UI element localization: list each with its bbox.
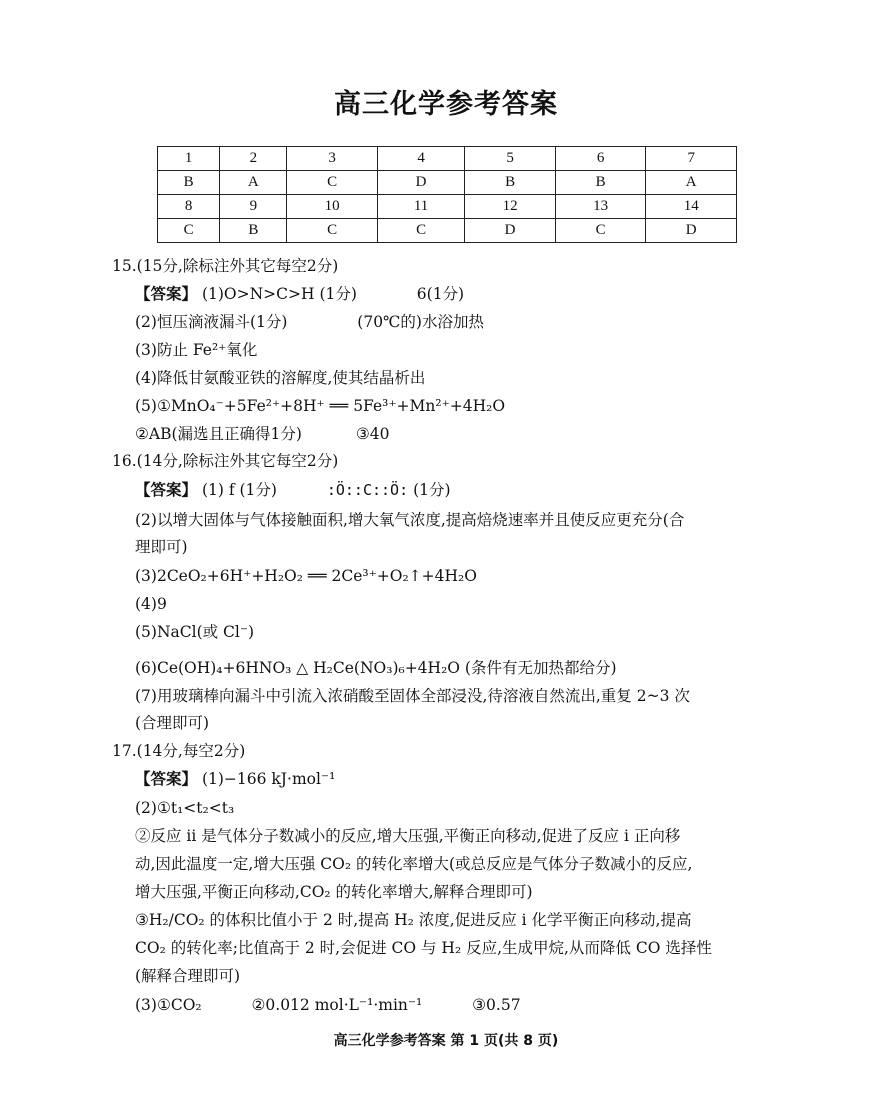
table-cell: C (158, 219, 220, 243)
table-cell: 4 (377, 147, 464, 171)
q15-line2 (135, 312, 484, 332)
q15-line6 (135, 424, 389, 444)
table-cell: C (555, 219, 646, 243)
page-title: 高三化学参考答案 (334, 89, 558, 120)
q17-l3: ②反应 ii 是气体分子数减小的反应,增大压强,平衡正向移动,促进了反应 i 正向移 (135, 827, 681, 845)
table-cell: 6 (555, 147, 646, 171)
q15-l1a: (1)O>N>C>H (1分) (201, 285, 357, 303)
q15-l2a: (2)恒压滴液漏斗(1分) (135, 313, 288, 331)
co2-lewis-structure: :Ö::C::Ö: (326, 481, 409, 499)
table-cell: 12 (465, 195, 556, 219)
q16-l1c: (1分) (413, 481, 451, 499)
q16-l5: (5)NaCl(或 Cl⁻) (135, 623, 255, 641)
answer-table (157, 146, 737, 243)
table-cell: 7 (646, 147, 737, 171)
q16-l1a: (1) f (1分) (201, 481, 277, 499)
table-row (158, 219, 737, 243)
q17-l3c: 增大压强,平衡正向移动,CO₂ 的转化率增大,解释合理即可) (135, 883, 533, 901)
table-cell: B (220, 219, 287, 243)
table-cell: 8 (158, 195, 220, 219)
table-row (158, 147, 737, 171)
table-row (158, 195, 737, 219)
q15-l6a: ②AB(漏选且正确得1分) (135, 425, 302, 443)
q16-l7b: (合理即可) (135, 714, 210, 732)
page-footer: 高三化学参考答案 第 1 页(共 8 页) (333, 1033, 559, 1049)
q15-l2b: (70℃的)水浴加热 (357, 313, 484, 331)
q15-l3: (3)防止 Fe²⁺氧化 (135, 341, 258, 359)
table-cell: C (287, 219, 378, 243)
q17-l5a: (3)①CO₂ (135, 996, 202, 1014)
table-cell: D (646, 219, 737, 243)
q17-l5c: ③0.57 (472, 996, 521, 1014)
q16-l6: (6)Ce(OH)₄+6HNO₃ △ H₂Ce(NO₃)₆+4H₂O (条件有无加热都给分) (135, 659, 617, 677)
answer-tag: 【答案】 (135, 770, 198, 788)
q15-line1 (135, 284, 464, 304)
q16-l3: (3)2CeO₂+6H⁺+H₂O₂ ══ 2Ce³⁺+O₂↑+4H₂O (135, 567, 477, 585)
table-cell: 9 (220, 195, 287, 219)
q17-l1: (1)−166 kJ·mol⁻¹ (201, 770, 336, 788)
q17-l4: ③H₂/CO₂ 的体积比值小于 2 时,提高 H₂ 浓度,促进反应 i 化学平衡正向移动,提高 (135, 911, 692, 929)
table-cell: 14 (646, 195, 737, 219)
q16-l7: (7)用玻璃棒向漏斗中引流入浓硝酸至固体全部浸没,待溶液自然流出,重复 2~3 次 (135, 687, 690, 705)
table-cell: 10 (287, 195, 378, 219)
q16-l4: (4)9 (135, 595, 167, 613)
q15-l6b: ③40 (355, 425, 390, 443)
table-row (158, 171, 737, 195)
table-cell: 2 (220, 147, 287, 171)
table-cell: 13 (555, 195, 646, 219)
answer-tag: 【答案】 (135, 481, 198, 499)
table-cell: C (377, 219, 464, 243)
q15-l5: (5)①MnO₄⁻+5Fe²⁺+8H⁺ ══ 5Fe³⁺+Mn²⁺+4H₂O (135, 397, 506, 415)
table-cell: A (646, 171, 737, 195)
table-cell: B (158, 171, 220, 195)
table-cell: 5 (465, 147, 556, 171)
q15-l4: (4)降低甘氨酸亚铁的溶解度,使其结晶析出 (135, 369, 426, 387)
q16-l2b: 理即可) (135, 538, 188, 556)
q16-l2: (2)以增大固体与气体接触面积,增大氧气浓度,提高焙烧速率并且使反应更充分(合 (135, 511, 685, 529)
q17-l5b: ②0.012 mol·L⁻¹·min⁻¹ (251, 996, 423, 1014)
table-cell: 3 (287, 147, 378, 171)
answer-tag: 【答案】 (135, 285, 198, 303)
q17-line1 (135, 769, 335, 789)
table-cell: C (287, 171, 378, 195)
q16-line1 (135, 480, 451, 500)
table-cell: D (465, 219, 556, 243)
table-cell: 1 (158, 147, 220, 171)
q17-l2: (2)①t₁<t₂<t₃ (135, 799, 235, 817)
q15-header: 15.(15分,除标注外其它每空2分) (112, 257, 339, 275)
q17-l3b: 动,因此温度一定,增大压强 CO₂ 的转化率增大(或总反应是气体分子数减小的反应, (135, 855, 693, 873)
table-cell: B (465, 171, 556, 195)
q15-l1b: 6(1分) (416, 285, 465, 303)
q16-header: 16.(14分,除标注外其它每空2分) (112, 452, 339, 470)
table-cell: B (555, 171, 646, 195)
table-cell: A (220, 171, 287, 195)
q17-l4c: (解释合理即可) (135, 967, 241, 985)
q17-l4b: CO₂ 的转化率;比值高于 2 时,会促进 CO 与 H₂ 反应,生成甲烷,从而降低 CO 选择性 (135, 939, 712, 957)
q17-header: 17.(14分,每空2分) (112, 742, 246, 760)
table-cell: 11 (377, 195, 464, 219)
table-cell: D (377, 171, 464, 195)
q17-line5 (135, 995, 521, 1015)
